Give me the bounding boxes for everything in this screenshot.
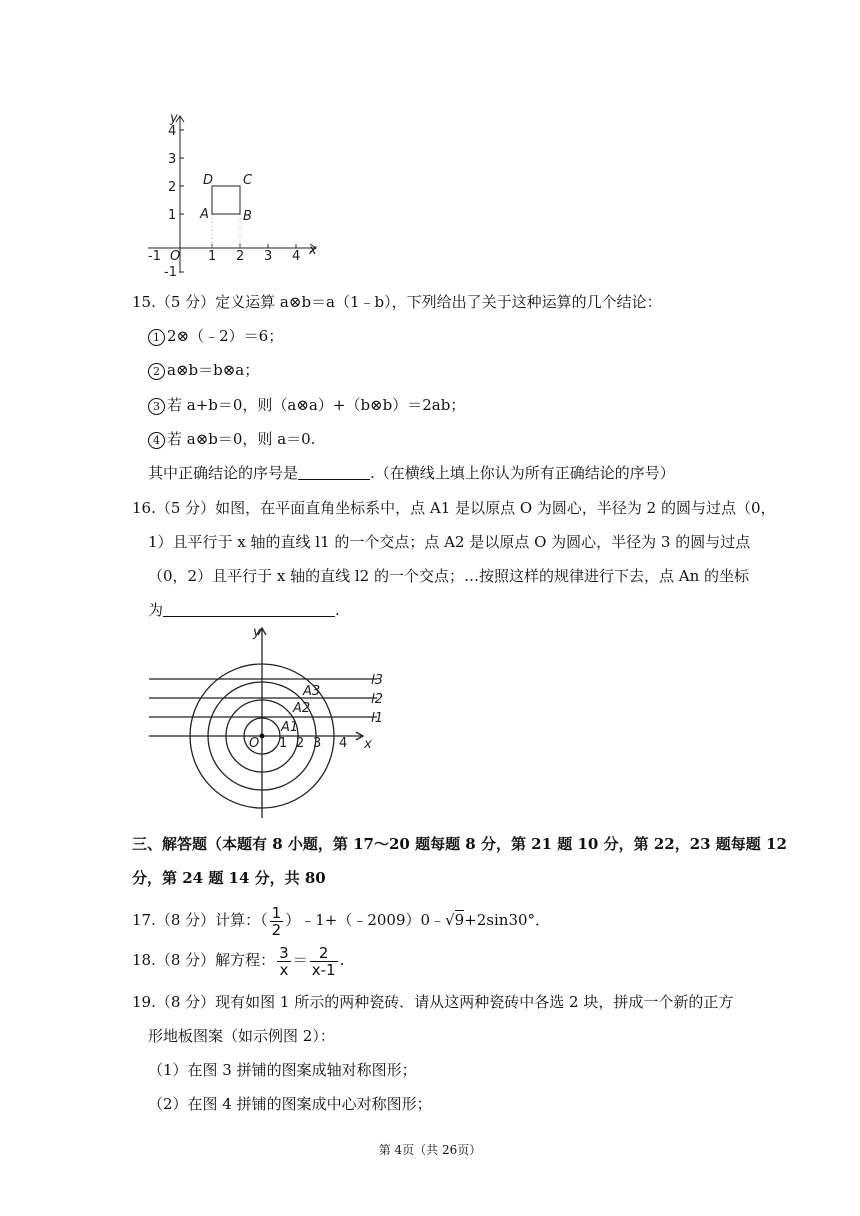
section3-heading-line-1: 三、解答题（本题有 8 小题，第 17～20 题每题 8 分，第 21 题 10 分，第 22，23 题每题 12 bbox=[132, 835, 787, 853]
q17-prefix: 17.（8 分）计算：（ bbox=[132, 911, 268, 929]
fraction-denominator: x-1 bbox=[311, 960, 336, 979]
q17-suffix: +2sin30°． bbox=[464, 911, 551, 929]
x-tick-4: 4 bbox=[339, 736, 348, 751]
q19-sub-2: （2）在图 4 拼铺的图案成中心对称图形； bbox=[148, 1095, 432, 1113]
q16-line-4 bbox=[148, 600, 340, 620]
answer-blank[interactable] bbox=[163, 602, 335, 617]
x-axis-label: x bbox=[364, 737, 372, 752]
origin-label: O bbox=[249, 736, 260, 751]
fraction-denominator: 2 bbox=[271, 920, 282, 939]
square-coordinate-figure bbox=[140, 108, 330, 280]
origin-dot bbox=[260, 734, 265, 739]
fraction-rhs bbox=[310, 945, 338, 978]
q15-prompt bbox=[148, 463, 675, 483]
x-tick-3: 3 bbox=[264, 249, 273, 264]
q17 bbox=[132, 903, 551, 939]
q19-sub-1: （1）在图 3 拼铺的图案成轴对称图形； bbox=[148, 1061, 417, 1079]
q15-item-2 bbox=[148, 360, 259, 380]
origin-label: O bbox=[170, 249, 181, 264]
item-number: 3 bbox=[148, 398, 165, 415]
point-a3-label: A3 bbox=[303, 684, 321, 699]
x-tick-2: 2 bbox=[296, 736, 305, 751]
q15-item-1 bbox=[148, 326, 283, 346]
fraction-one-half bbox=[270, 905, 284, 938]
q15-item-4 bbox=[148, 429, 315, 449]
item-text: 若 a⊗b＝0，则 a＝0. bbox=[167, 430, 316, 448]
y-axis-label: y bbox=[170, 111, 178, 126]
page-footer: 第 4页（共 26页） bbox=[378, 1143, 482, 1157]
x-tick-neg1: -1 bbox=[148, 249, 161, 264]
item-number: 1 bbox=[148, 329, 165, 346]
line-l1-label: l1 bbox=[371, 711, 383, 726]
q16-line-3: （0，2）且平行于 x 轴的直线 l2 的一个交点；…按照这样的规律进行下去，点 An 的坐标 bbox=[148, 567, 749, 585]
fraction-numerator: 1 bbox=[271, 903, 282, 922]
sqrt-radicand: 9 bbox=[454, 911, 465, 929]
sqrt-symbol: √ bbox=[445, 911, 455, 929]
fraction-denominator: x bbox=[279, 960, 289, 979]
x-tick-1: 1 bbox=[279, 736, 288, 751]
fraction-numerator: 2 bbox=[310, 945, 338, 962]
y-tick-4: 4 bbox=[168, 124, 177, 139]
fraction-lhs bbox=[277, 945, 291, 978]
section3-heading-line-2: 分，第 24 题 14 分，共 80 bbox=[132, 869, 326, 887]
x-tick-1: 1 bbox=[208, 249, 217, 264]
q18-prefix: 18.（8 分）解方程： bbox=[132, 951, 276, 969]
concentric-circles-figure bbox=[145, 622, 385, 822]
q17-mid: ）﹣1+（﹣2009）0﹣ bbox=[285, 911, 446, 929]
prompt-end: . bbox=[335, 601, 340, 619]
item-number: 4 bbox=[148, 432, 165, 449]
x-tick-2: 2 bbox=[236, 249, 245, 264]
point-d-label: D bbox=[203, 173, 214, 188]
x-tick-4: 4 bbox=[292, 249, 301, 264]
y-tick-neg1: -1 bbox=[164, 265, 177, 280]
item-text: a⊗b＝b⊗a； bbox=[167, 361, 260, 379]
q18-suffix: . bbox=[339, 951, 345, 969]
prompt-text: 其中正确结论的序号是 bbox=[148, 464, 299, 482]
prompt-note: .（在横线上填上你认为所有正确结论的序号） bbox=[370, 464, 675, 482]
line-l2-label: l2 bbox=[371, 692, 383, 707]
point-a2-label: A2 bbox=[293, 701, 311, 716]
y-tick-1: 1 bbox=[168, 208, 177, 223]
q18 bbox=[132, 940, 344, 980]
point-a-label: A bbox=[200, 207, 209, 222]
q15-stem: 15.（5 分）定义运算 a⊗b＝a（1﹣b），下列给出了关于这种运算的几个结论： bbox=[132, 293, 662, 311]
q19-line-1: 19.（8 分）现有如图 1 所示的两种瓷砖．请从这两种瓷砖中各选 2 块，拼成一个新的正方 bbox=[132, 993, 734, 1011]
equals-sign: ＝ bbox=[292, 951, 308, 969]
y-axis-label: y bbox=[253, 625, 261, 640]
item-number: 2 bbox=[148, 363, 165, 380]
answer-blank[interactable] bbox=[298, 465, 370, 480]
point-a1-label: A1 bbox=[281, 720, 299, 735]
item-text: 2⊗（﹣2）＝6； bbox=[167, 327, 284, 345]
q16-line-1: 16.（5 分）如图，在平面直角坐标系中，点 A1 是以原点 O 为圆心，半径为 2 的圆与过点（0， bbox=[132, 499, 776, 517]
x-axis-label: x bbox=[309, 243, 317, 258]
fraction-numerator: 3 bbox=[279, 943, 289, 962]
y-tick-3: 3 bbox=[168, 152, 177, 167]
q19-line-2: 形地板图案（如示例图 2）： bbox=[148, 1027, 335, 1045]
q15-item-3 bbox=[148, 395, 465, 415]
line-l3-label: l3 bbox=[371, 673, 383, 688]
point-c-label: C bbox=[243, 173, 253, 188]
x-tick-3: 3 bbox=[313, 736, 322, 751]
q16-line-2: 1）且平行于 x 轴的直线 l1 的一个交点；点 A2 是以原点 O 为圆心，半径为 3 的圆与过点 bbox=[148, 533, 751, 551]
item-text: 若 a+b＝0，则（a⊗a）+（b⊗b）＝2ab； bbox=[167, 396, 466, 414]
y-tick-2: 2 bbox=[168, 180, 177, 195]
prompt-text: 为 bbox=[148, 601, 164, 619]
square-abcd bbox=[212, 186, 240, 214]
point-b-label: B bbox=[243, 209, 252, 224]
